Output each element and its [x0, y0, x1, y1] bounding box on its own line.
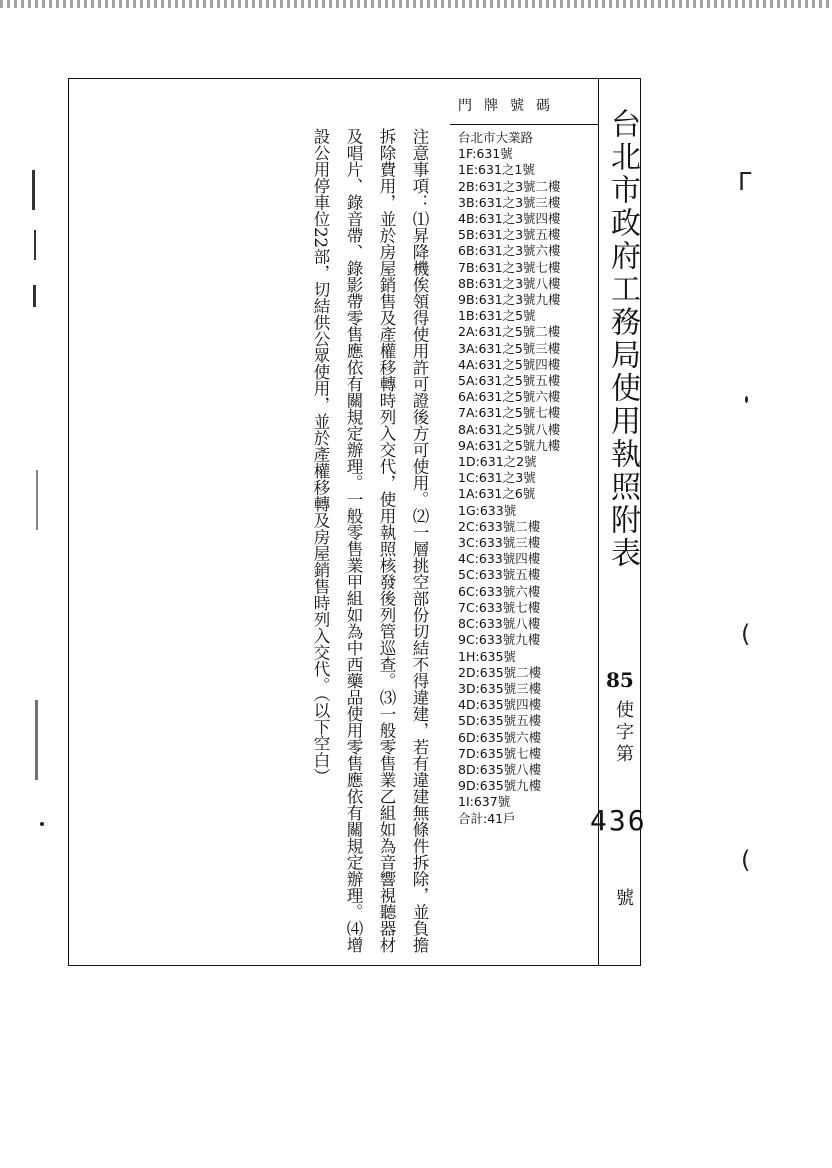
address-row: 5D:635號五樓	[458, 713, 542, 729]
address-row: 2A:631之5號二樓	[458, 324, 561, 340]
address-row: 3C:633號三樓	[458, 535, 541, 551]
scan-edge-mark	[36, 470, 38, 530]
scan-mark: (	[741, 620, 751, 648]
address-row: 5A:631之5號五樓	[458, 373, 561, 389]
address-total: 合計:41戶	[458, 810, 516, 826]
address-row: 9D:635號九樓	[458, 778, 542, 794]
address-row: 1E:631之1號	[458, 162, 535, 178]
header-label: 門牌號碼	[458, 98, 562, 114]
address-row: 3B:631之3號三樓	[458, 194, 561, 210]
address-row: 1A:631之6號	[458, 486, 536, 502]
address-row: 5B:631之3號五樓	[458, 227, 561, 243]
address-row: 1F:631號	[458, 146, 513, 162]
address-row: 7A:631之5號七樓	[458, 405, 561, 421]
address-row: 4A:631之5號四樓	[458, 356, 561, 372]
address-row: 6C:633號六樓	[458, 583, 541, 599]
address-row: 9C:633號九樓	[458, 632, 541, 648]
permit-number: 436	[590, 804, 647, 837]
scan-edge-mark	[35, 700, 38, 780]
address-row: 4B:631之3號四樓	[458, 211, 561, 227]
address-row: 8A:631之5號八樓	[458, 421, 561, 437]
address-row: 2B:631之3號二樓	[458, 178, 561, 194]
notes-text: 注意事項：⑴昇降機俟領得使用許可證後方可使用。⑵一層挑空部份切結不得違建，若有違建無條件拆除，並負擔拆除費用，並於房屋銷售及產權移轉時列入交代，使用執照核發後列管巡查。⑶一般零售業乙組如為音響視聽器材及唱片、錄音帶、錄影帶零售應依有關規定辦理。一般零售業甲組如為中西藥品使用零售應依有關規定辦理。⑷增設公用停車位22部，切結供公眾使用，並於產權移轉及房屋銷售時列入交代。（以下空白）	[311, 128, 429, 953]
permit-suffix: 號	[613, 888, 634, 906]
scan-mark: (	[741, 846, 751, 874]
address-row: 1C:631之3號	[458, 470, 536, 486]
address-rows	[458, 146, 598, 810]
address-row: 2C:633號二樓	[458, 518, 541, 534]
address-row: 2D:635號二樓	[458, 664, 542, 680]
address-list	[458, 130, 598, 827]
scan-edge-mark	[33, 285, 36, 307]
address-row: 1B:631之5號	[458, 308, 536, 324]
address-row: 3A:631之5號三樓	[458, 340, 561, 356]
address-row: 1G:633號	[458, 502, 517, 518]
address-row: 1I:637號	[458, 794, 511, 810]
address-row: 7B:631之3號七樓	[458, 259, 561, 275]
scan-mark: ᒥ	[738, 168, 752, 196]
address-row: 6D:635號六樓	[458, 729, 542, 745]
address-row: 7D:635號七樓	[458, 745, 542, 761]
scan-top-noise	[0, 0, 832, 8]
address-row: 5C:633號五樓	[458, 567, 541, 583]
address-row: 1H:635號	[458, 648, 516, 664]
address-row: 6A:631之5號六樓	[458, 389, 561, 405]
address-row: 8C:633號八樓	[458, 616, 541, 632]
scan-edge-mark	[34, 230, 36, 260]
scan-edge-mark	[32, 170, 35, 210]
address-row: 8D:635號八樓	[458, 761, 542, 777]
address-row: 7C:633號七樓	[458, 599, 541, 615]
page-title: 台北市政府工務局使用執照附表	[605, 108, 640, 570]
scan-speck	[40, 822, 44, 826]
address-row: 6B:631之3號六樓	[458, 243, 561, 259]
address-row: 4D:635號四樓	[458, 697, 542, 713]
scan-speck	[745, 396, 748, 403]
address-row: 4C:633號四樓	[458, 551, 541, 567]
address-row: 9A:631之5號九樓	[458, 437, 561, 453]
address-row: 8B:631之3號八樓	[458, 275, 561, 291]
address-row: 9B:631之3號九樓	[458, 292, 561, 308]
street-name: 台北市大業路	[458, 130, 534, 145]
permit-year: 85	[606, 668, 634, 692]
permit-prefix: 使字第	[613, 700, 634, 766]
header-underline	[450, 124, 598, 125]
address-row: 3D:635號三樓	[458, 680, 542, 696]
address-row: 1D:631之2號	[458, 454, 537, 470]
